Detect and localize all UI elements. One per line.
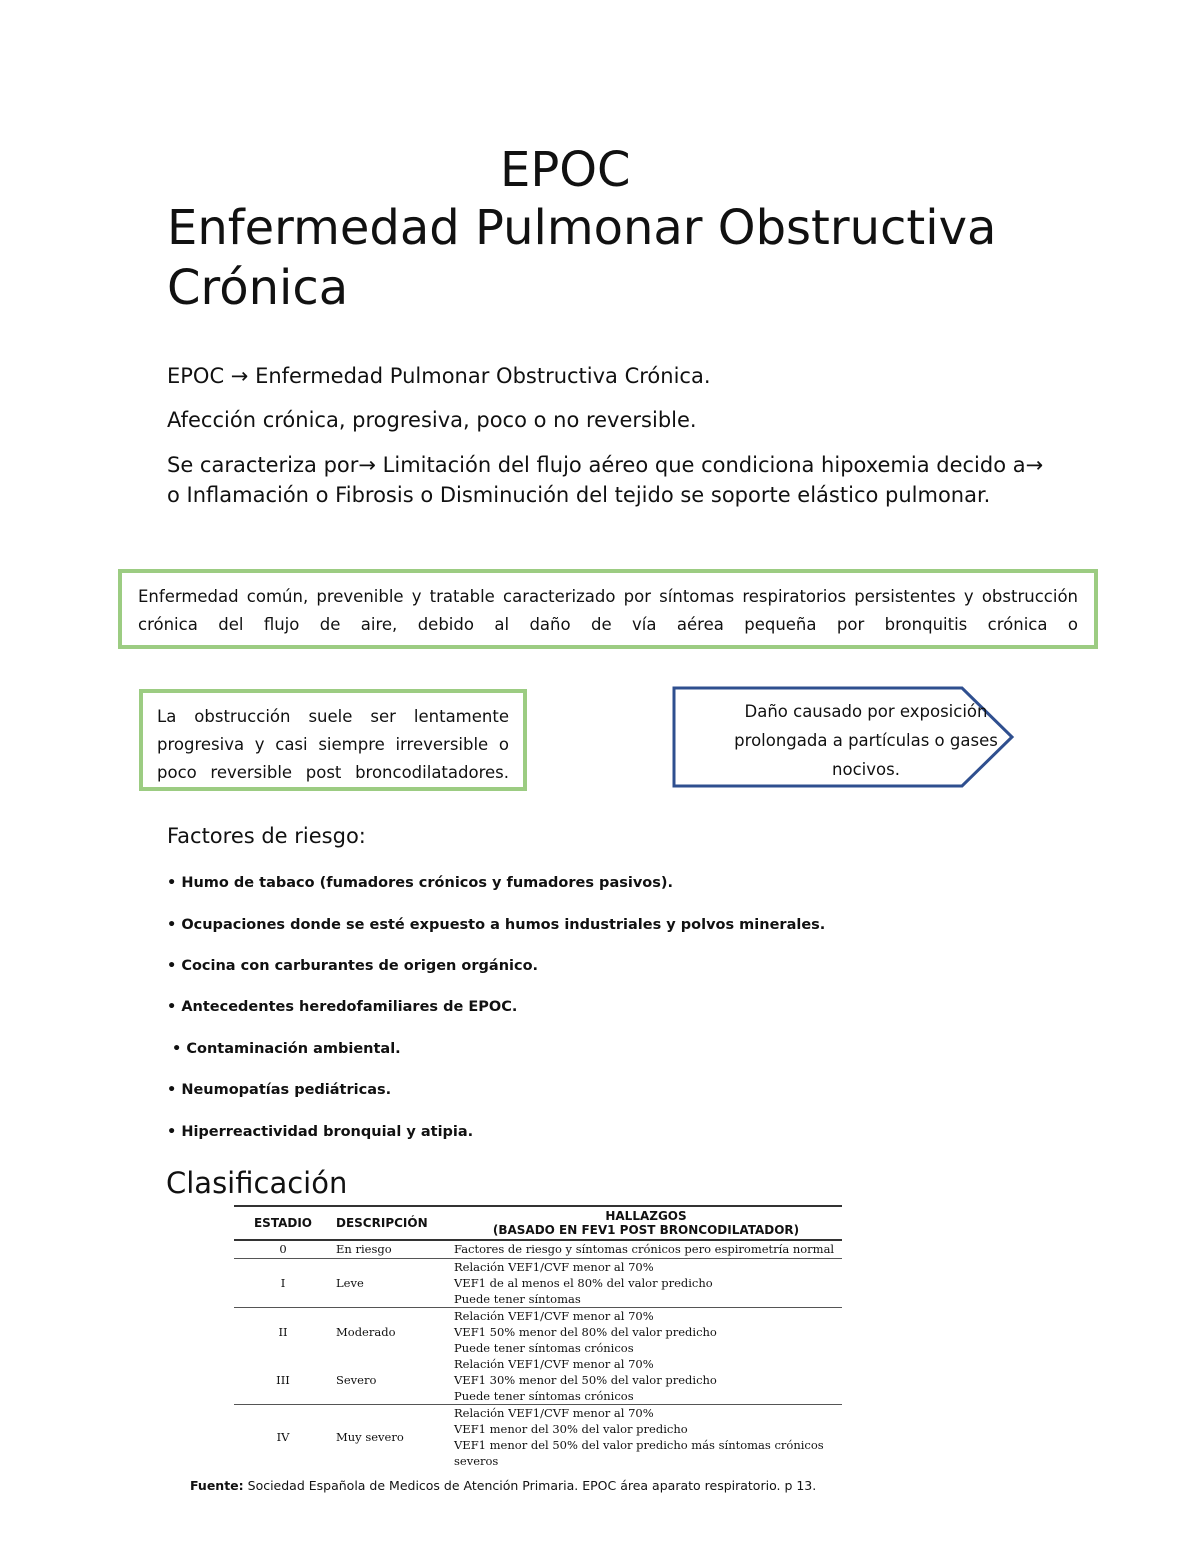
source-label: Fuente: bbox=[190, 1478, 244, 1493]
intro-paragraph: Afección crónica, progresiva, poco o no reversible. bbox=[167, 408, 697, 432]
cell-descripcion: Leve bbox=[336, 1275, 364, 1290]
factor-item: • Ocupaciones donde se esté expuesto a humos industriales y polvos minerales. bbox=[167, 917, 826, 933]
header-hallazgos-subline: (BASADO EN FEV1 POST BRONCODILATADOR) bbox=[492, 1223, 800, 1237]
page-title-line: Enfermedad Pulmonar Obstructiva bbox=[167, 200, 997, 256]
hallazgo-line: Puede tener síntomas crónicos bbox=[454, 1388, 634, 1403]
cell-estadio: 0 bbox=[279, 1242, 287, 1257]
source-citation bbox=[190, 1478, 816, 1493]
cell-descripcion: Moderado bbox=[336, 1324, 396, 1339]
header-descripcion: DESCRIPCIÓN bbox=[336, 1216, 428, 1230]
cell-hallazgos bbox=[450, 1307, 842, 1356]
cell-estadio: III bbox=[276, 1372, 290, 1387]
hallazgo-line: VEF1 de al menos el 80% del valor predicho bbox=[454, 1275, 713, 1290]
table-row bbox=[234, 1356, 842, 1405]
header-hallazgos bbox=[450, 1206, 842, 1240]
arrow-box-text: Daño causado por exposición prolongada a partículas o gases nocivos. bbox=[734, 702, 998, 779]
cell-estadio: IV bbox=[276, 1429, 290, 1444]
cell-hallazgos bbox=[450, 1240, 842, 1258]
hallazgo-line: VEF1 50% menor del 80% del valor predicho bbox=[454, 1324, 717, 1339]
hallazgo-line: Puede tener síntomas crónicos bbox=[454, 1340, 634, 1355]
cell-hallazgos bbox=[450, 1356, 842, 1405]
source-text: Sociedad Española de Medicos de Atención Primaria. EPOC área aparato respiratorio. p 13. bbox=[243, 1478, 817, 1493]
hallazgo-line: Relación VEF1/CVF menor al 70% bbox=[454, 1356, 654, 1371]
table-row bbox=[234, 1258, 842, 1307]
hallazgo-line: Relación VEF1/CVF menor al 70% bbox=[454, 1405, 654, 1420]
cell-descripcion: En riesgo bbox=[336, 1242, 392, 1257]
header-estadio: ESTADIO bbox=[253, 1216, 312, 1230]
table-row bbox=[234, 1307, 842, 1356]
factor-item: • Neumopatías pediátricas. bbox=[167, 1082, 392, 1098]
factor-item: • Hiperreactividad bronquial y atipia. bbox=[167, 1124, 474, 1140]
cell-estadio: II bbox=[278, 1324, 288, 1339]
classification-table bbox=[234, 1205, 842, 1469]
hallazgo-line: Factores de riesgo y síntomas crónicos pero espirometría normal bbox=[454, 1242, 835, 1257]
definition-box: Enfermedad común, prevenible y tratable caracterizado por síntomas respiratorios persistentes y obstrucción crónica del flujo de aire, debido al daño de vía aérea pequeña por bronquitis crónica o bbox=[118, 569, 1098, 649]
cell-hallazgos bbox=[450, 1258, 842, 1307]
cell-descripcion: Muy severo bbox=[336, 1429, 404, 1444]
table-header-row bbox=[234, 1206, 842, 1240]
factor-item: • Cocina con carburantes de origen orgánico. bbox=[167, 958, 539, 974]
page-title-acronym: EPOC bbox=[500, 142, 631, 198]
factors-title: Factores de riesgo: bbox=[167, 824, 366, 848]
hallazgo-line: VEF1 menor del 30% del valor predicho bbox=[454, 1421, 688, 1436]
header-hallazgos-line: HALLAZGOS bbox=[605, 1209, 687, 1223]
cell-hallazgos bbox=[450, 1404, 842, 1469]
obstruction-box: La obstrucción suele ser lentamente progresiva y casi siempre irreversible o poco reversible post broncodilatadores. bbox=[139, 689, 527, 791]
page-title-line: Crónica bbox=[167, 260, 349, 316]
classification-title: Clasificación bbox=[166, 1166, 348, 1200]
hallazgo-line: Relación VEF1/CVF menor al 70% bbox=[454, 1308, 654, 1323]
cell-estadio: I bbox=[280, 1275, 286, 1290]
intro-paragraph: EPOC → Enfermedad Pulmonar Obstructiva Crónica. bbox=[167, 364, 711, 388]
page-title bbox=[167, 198, 1067, 318]
factor-item: • Humo de tabaco (fumadores crónicos y fumadores pasivos). bbox=[167, 875, 674, 891]
hallazgo-line: Relación VEF1/CVF menor al 70% bbox=[454, 1259, 654, 1274]
factor-item: • Contaminación ambiental. bbox=[167, 1041, 401, 1057]
hallazgo-line: Puede tener síntomas bbox=[454, 1291, 581, 1306]
cell-descripcion: Severo bbox=[336, 1372, 377, 1387]
hallazgo-line: VEF1 menor del 50% del valor predicho más síntomas crónicos severos bbox=[454, 1437, 824, 1468]
intro-paragraph: Se caracteriza por→ Limitación del flujo aéreo que condiciona hipoxemia decido a→ o Inflamación o Fibrosis o Disminución del tejido se soporte elástico pulmonar. bbox=[167, 453, 1044, 507]
hallazgo-line: VEF1 30% menor del 50% del valor predicho bbox=[454, 1372, 717, 1387]
table-row bbox=[234, 1404, 842, 1469]
table-row bbox=[234, 1240, 842, 1258]
factor-item: • Antecedentes heredofamiliares de EPOC. bbox=[167, 999, 518, 1015]
